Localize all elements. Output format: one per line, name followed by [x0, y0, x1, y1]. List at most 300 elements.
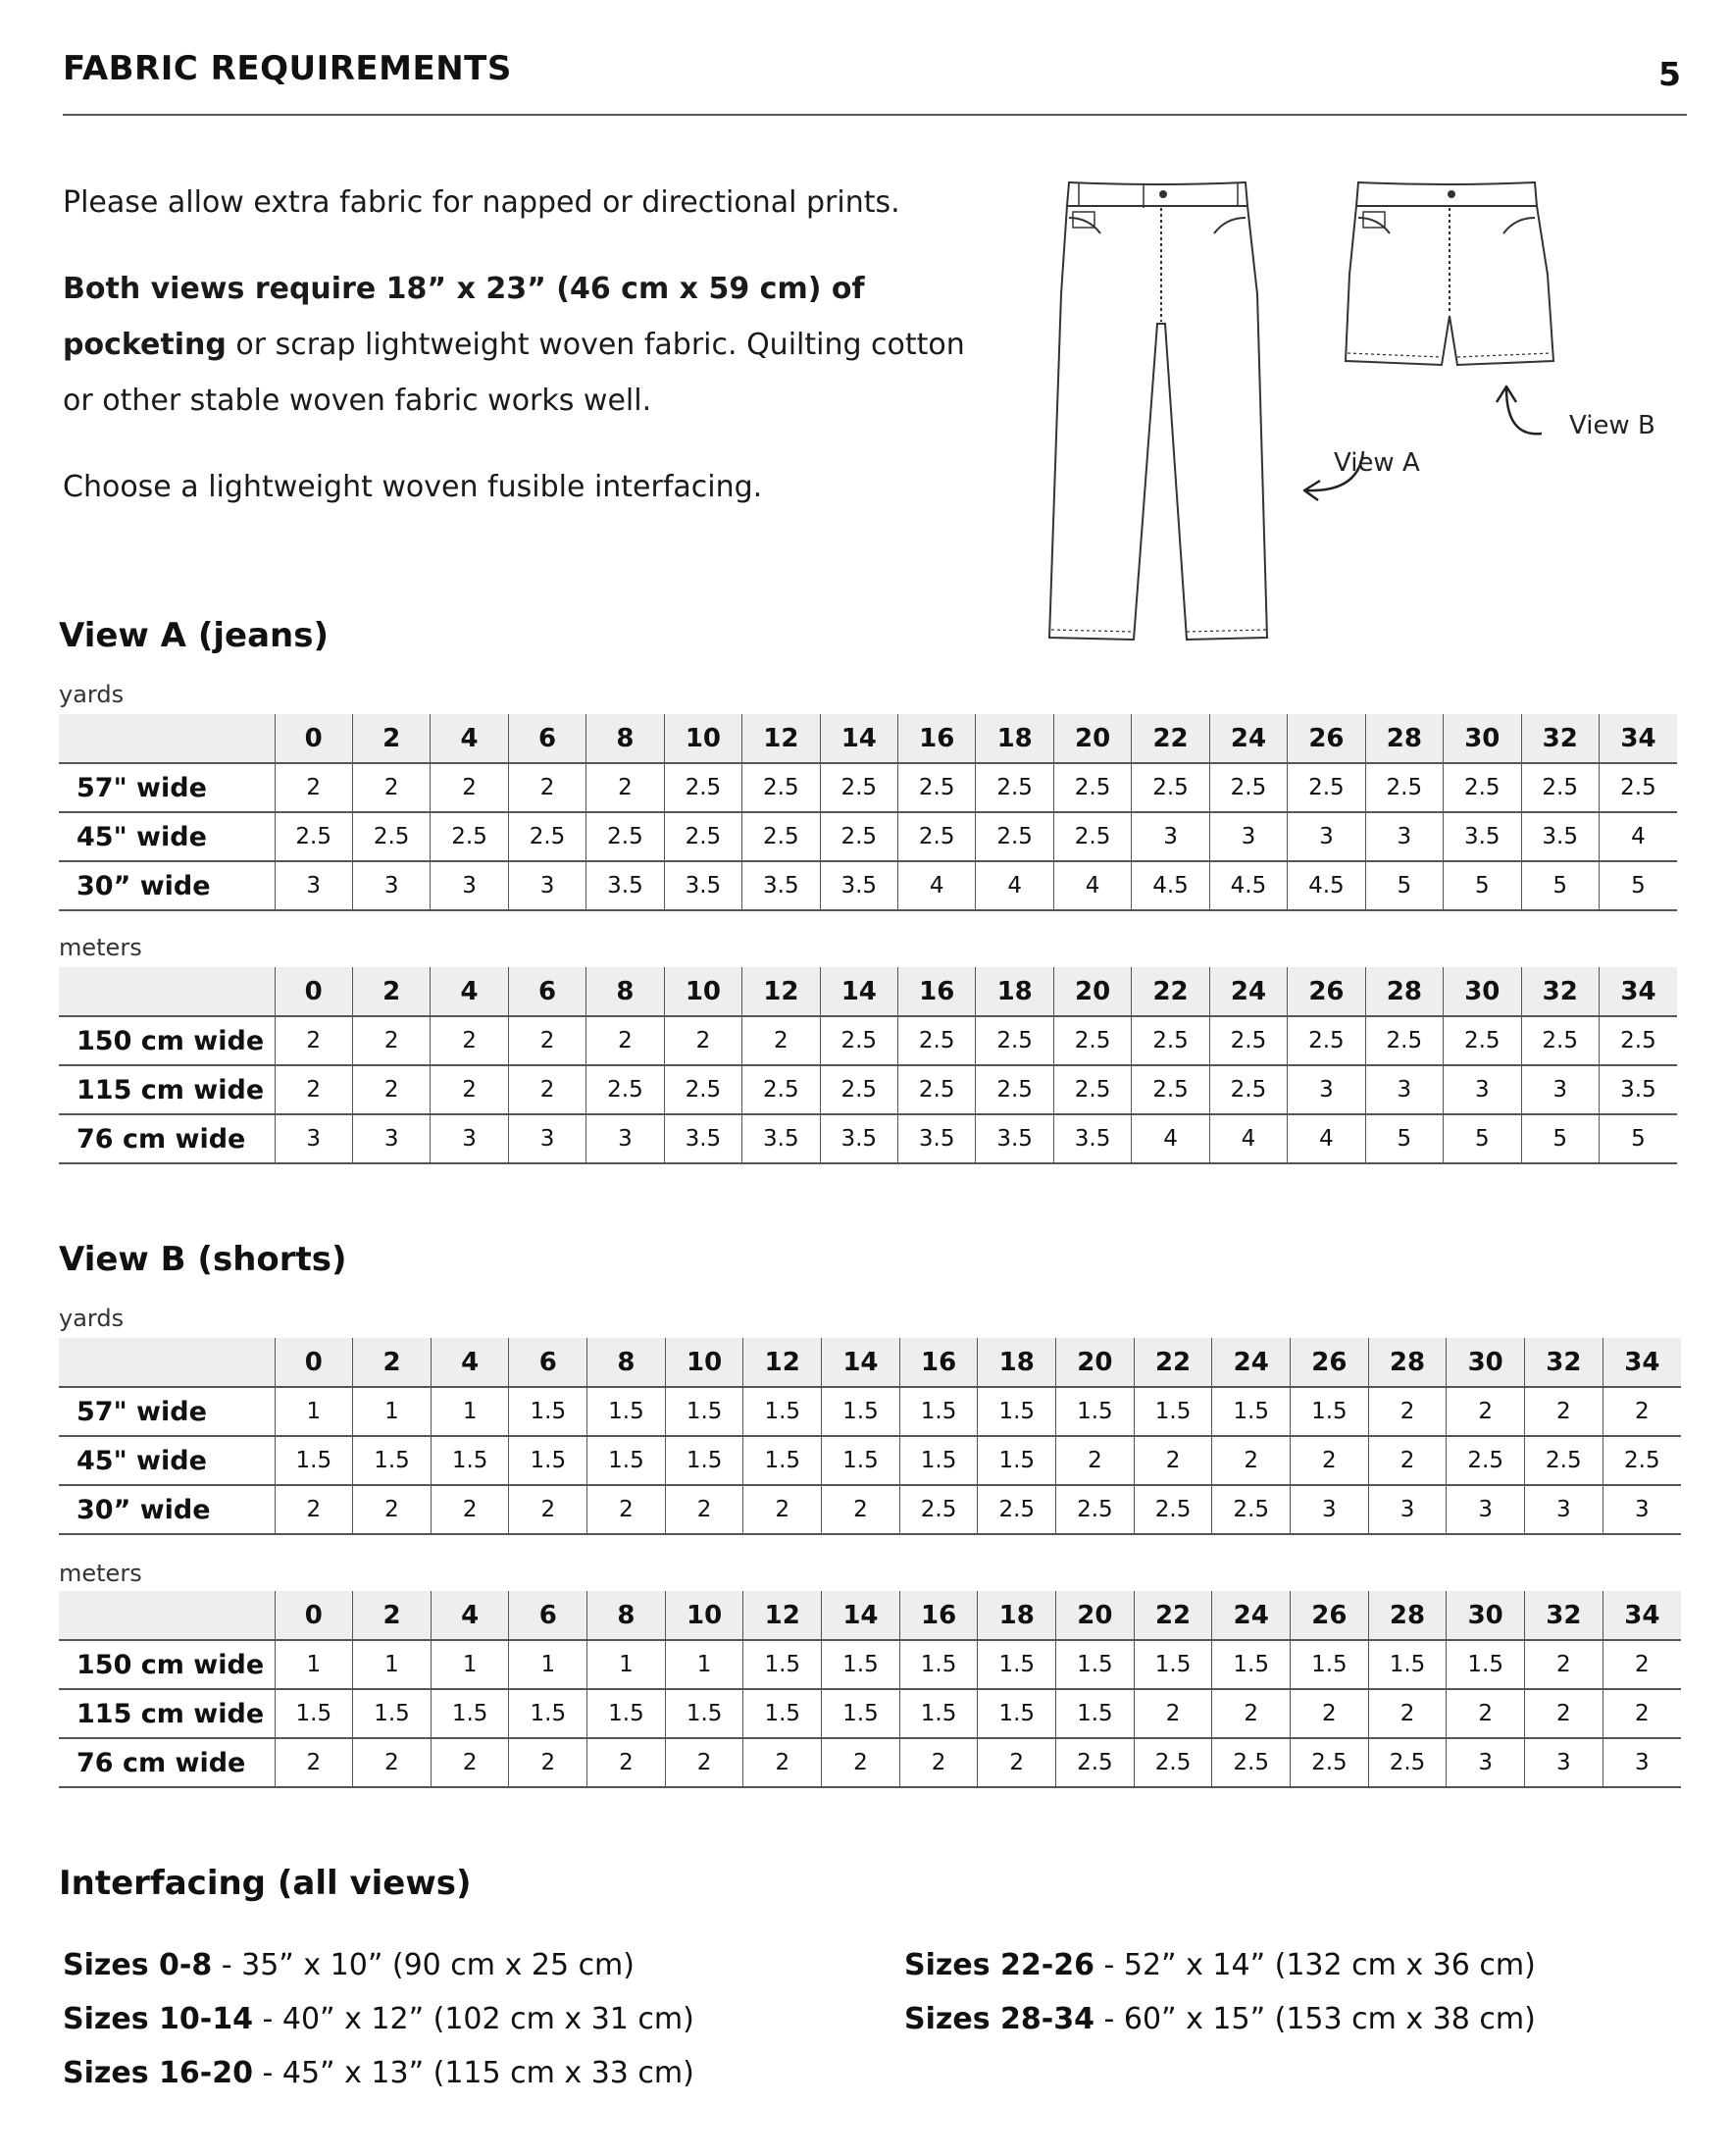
yardage-cell: 2: [508, 1065, 585, 1114]
yardage-cell: 2: [1212, 1436, 1291, 1485]
yardage-cell: 2: [587, 1485, 666, 1534]
yardage-cell: 2: [353, 1485, 432, 1534]
yardage-cell: 3.5: [742, 1114, 820, 1163]
yardage-cell: 2.5: [976, 763, 1053, 812]
yardage-cell: 4: [898, 861, 976, 910]
yardage-cell: 4: [1599, 812, 1677, 861]
yardage-cell: 3: [1447, 1485, 1525, 1534]
yardage-cell: 3.5: [820, 861, 897, 910]
yardage-cell: 2: [431, 1065, 508, 1114]
yardage-cell: 2.5: [742, 812, 820, 861]
yardage-cell: 1.5: [665, 1387, 743, 1436]
yardage-cell: 2.5: [1212, 1738, 1291, 1787]
table-row: [59, 1387, 1681, 1436]
yardage-cell: 2: [1603, 1640, 1681, 1689]
size-header-cell: 4: [431, 1338, 509, 1387]
yardage-cell: 5: [1599, 861, 1677, 910]
yardage-cell: 1.5: [1212, 1387, 1291, 1436]
size-header-cell: 24: [1209, 967, 1287, 1016]
size-header-cell: 18: [976, 967, 1053, 1016]
size-header-cell: 34: [1603, 1338, 1681, 1387]
size-header-cell: 4: [431, 714, 508, 763]
yardage-cell: 2: [1447, 1387, 1525, 1436]
yardage-cell: 1.5: [1368, 1640, 1447, 1689]
interfacing-item: [63, 1938, 694, 1992]
size-header-cell: 8: [587, 1591, 666, 1640]
yardage-cell: 2: [275, 1485, 353, 1534]
yardage-cell: 2.5: [1521, 763, 1599, 812]
yardage-cell: 1.5: [353, 1689, 432, 1738]
size-header-cell: 10: [664, 714, 741, 763]
yardage-cell: 2.5: [1053, 812, 1131, 861]
yardage-cell: 2.5: [820, 1016, 897, 1065]
size-header-cell: 28: [1368, 1338, 1447, 1387]
yardage-cell: 1.5: [509, 1689, 587, 1738]
yardage-cell: 2: [431, 763, 508, 812]
yardage-cell: 2.5: [1209, 1016, 1287, 1065]
fabric-width-label: 45" wide: [59, 812, 275, 861]
yardage-cell: 1.5: [509, 1387, 587, 1436]
yardage-cell: 2.5: [1288, 1016, 1365, 1065]
yardage-cell: 3: [275, 861, 352, 910]
yardage-cell: 2.5: [742, 1065, 820, 1114]
fabric-width-label: 57" wide: [59, 763, 275, 812]
yardage-cell: 2: [586, 763, 664, 812]
size-header-cell: 30: [1444, 967, 1521, 1016]
yardage-cell: 1.5: [587, 1436, 666, 1485]
yardage-cell: 2.5: [1134, 1485, 1212, 1534]
size-header-cell: 16: [899, 1591, 978, 1640]
yardage-cell: 1.5: [509, 1436, 587, 1485]
size-header-row: [59, 1591, 1681, 1640]
yardage-cell: 3: [431, 1114, 508, 1163]
yardage-cell: 3: [1288, 812, 1365, 861]
jeans-drawing: [1049, 182, 1267, 640]
header-corner-cell: [59, 1338, 275, 1387]
yardage-cell: 1: [431, 1640, 509, 1689]
shorts-drawing: [1346, 182, 1553, 365]
yardage-cell: 3: [1365, 812, 1443, 861]
yardage-cell: 3: [1525, 1485, 1603, 1534]
yardage-cell: 1.5: [1056, 1640, 1135, 1689]
yardage-cell: 3: [1132, 812, 1209, 861]
size-header-cell: 10: [665, 1591, 743, 1640]
yardage-cell: 2.5: [1368, 1738, 1447, 1787]
size-header-cell: 26: [1288, 714, 1365, 763]
yardage-cell: 3.5: [1444, 812, 1521, 861]
yardage-cell: 1.5: [822, 1436, 900, 1485]
interfacing-list-left: [63, 1938, 694, 2100]
yardage-cell: 2.5: [1365, 763, 1443, 812]
size-header-row: [59, 967, 1677, 1016]
yardage-cell: 1.5: [1212, 1640, 1291, 1689]
yardage-cell: 2.5: [898, 1065, 976, 1114]
yardage-cell: 2: [665, 1485, 743, 1534]
size-header-cell: 12: [742, 967, 820, 1016]
size-header-cell: 8: [587, 1338, 666, 1387]
interfacing-sizes: Sizes 10-14: [63, 2002, 253, 2036]
page-title: FABRIC REQUIREMENTS: [63, 49, 512, 88]
size-header-cell: 34: [1599, 967, 1677, 1016]
fabric-width-label: 76 cm wide: [59, 1738, 275, 1787]
yardage-cell: 1.5: [1056, 1387, 1135, 1436]
yardage-cell: 4: [1132, 1114, 1209, 1163]
yardage-cell: 2: [275, 1738, 353, 1787]
size-header-cell: 26: [1291, 1338, 1369, 1387]
intro-text: [63, 175, 1004, 545]
yardage-cell: 2.5: [1525, 1436, 1603, 1485]
yardage-cell: 1.5: [822, 1387, 900, 1436]
yardage-cell: 3.5: [976, 1114, 1053, 1163]
table-row: [59, 1689, 1681, 1738]
size-header-cell: 8: [586, 967, 664, 1016]
fabric-width-label: 115 cm wide: [59, 1065, 275, 1114]
yardage-cell: 1.5: [665, 1436, 743, 1485]
yardage-cell: 1.5: [1056, 1689, 1135, 1738]
yardage-cell: 2.5: [1521, 1016, 1599, 1065]
yardage-cell: 2: [1291, 1689, 1369, 1738]
yardage-cell: 2: [1368, 1387, 1447, 1436]
yardage-cell: 2.5: [978, 1485, 1056, 1534]
size-header-cell: 2: [352, 967, 430, 1016]
yardage-cell: 2: [743, 1738, 822, 1787]
yardage-cell: 1.5: [978, 1436, 1056, 1485]
yardage-cell: 1.5: [275, 1436, 353, 1485]
yardage-cell: 5: [1444, 861, 1521, 910]
fabric-width-label: 30” wide: [59, 861, 275, 910]
yardage-cell: 2: [431, 1485, 509, 1534]
table-row: [59, 1016, 1677, 1065]
yardage-cell: 4.5: [1288, 861, 1365, 910]
yardage-cell: 2.5: [1444, 1016, 1521, 1065]
yardage-cell: 1: [353, 1387, 432, 1436]
yardage-cell: 4: [1288, 1114, 1365, 1163]
table-row: [59, 1436, 1681, 1485]
fabric-width-label: 57" wide: [59, 1387, 275, 1436]
yardage-cell: 2.5: [664, 812, 741, 861]
size-header-cell: 18: [978, 1338, 1056, 1387]
yardage-cell: 3: [508, 1114, 585, 1163]
size-header-cell: 10: [664, 967, 741, 1016]
view-a-yards-label: yards: [59, 681, 125, 708]
yardage-cell: 5: [1521, 1114, 1599, 1163]
yardage-cell: 1.5: [743, 1387, 822, 1436]
yardage-cell: 2.5: [586, 812, 664, 861]
yardage-cell: 2.5: [1209, 763, 1287, 812]
table-row: [59, 1738, 1681, 1787]
size-header-cell: 12: [743, 1338, 822, 1387]
size-header-cell: 32: [1525, 1338, 1603, 1387]
yardage-cell: 2: [1368, 1689, 1447, 1738]
yardage-cell: 1.5: [1291, 1640, 1369, 1689]
yardage-cell: 2.5: [1053, 1016, 1131, 1065]
yardage-cell: 3.5: [1053, 1114, 1131, 1163]
yardage-cell: 4.5: [1132, 861, 1209, 910]
view-b-meters-label: meters: [59, 1560, 142, 1587]
size-header-cell: 6: [509, 1591, 587, 1640]
yardage-cell: 1: [509, 1640, 587, 1689]
yardage-cell: 2: [822, 1485, 900, 1534]
view-b-yards-table: [59, 1338, 1681, 1535]
size-header-cell: 18: [976, 714, 1053, 763]
yardage-cell: 3: [431, 861, 508, 910]
yardage-cell: 2.5: [1134, 1738, 1212, 1787]
size-header-cell: 34: [1603, 1591, 1681, 1640]
size-header-cell: 26: [1288, 967, 1365, 1016]
yardage-cell: 1.5: [1291, 1387, 1369, 1436]
yardage-cell: 2: [509, 1738, 587, 1787]
yardage-cell: 1.5: [743, 1689, 822, 1738]
fabric-width-label: 30” wide: [59, 1485, 275, 1534]
yardage-cell: 1.5: [978, 1387, 1056, 1436]
size-header-cell: 34: [1599, 714, 1677, 763]
size-header-cell: 20: [1056, 1338, 1135, 1387]
yardage-cell: 2.5: [976, 1065, 1053, 1114]
yardage-cell: 3: [586, 1114, 664, 1163]
yardage-cell: 2: [1603, 1387, 1681, 1436]
yardage-cell: 2.5: [275, 812, 352, 861]
size-header-cell: 24: [1212, 1338, 1291, 1387]
table-row: [59, 1640, 1681, 1689]
size-header-cell: 8: [586, 714, 664, 763]
yardage-cell: 3: [352, 861, 430, 910]
yardage-cell: 1.5: [1447, 1640, 1525, 1689]
yardage-cell: 1.5: [587, 1689, 666, 1738]
intro-paragraph-2: [63, 261, 965, 429]
yardage-cell: 1.5: [743, 1640, 822, 1689]
size-header-cell: 0: [275, 1591, 353, 1640]
yardage-cell: 2: [1134, 1436, 1212, 1485]
size-header-cell: 32: [1525, 1591, 1603, 1640]
size-header-cell: 16: [899, 1338, 978, 1387]
yardage-cell: 2.5: [1212, 1485, 1291, 1534]
header-corner-cell: [59, 714, 275, 763]
yardage-cell: 1: [431, 1387, 509, 1436]
yardage-cell: 2: [1291, 1436, 1369, 1485]
size-header-cell: 30: [1444, 714, 1521, 763]
interfacing-list-right: [904, 1938, 1536, 2046]
size-header-cell: 22: [1132, 967, 1209, 1016]
yardage-cell: 2: [664, 1016, 741, 1065]
size-header-cell: 20: [1053, 714, 1131, 763]
size-header-cell: 14: [822, 1591, 900, 1640]
view-a-title: View A (jeans): [59, 616, 330, 655]
yardage-cell: 1.5: [822, 1640, 900, 1689]
yardage-cell: 1.5: [899, 1387, 978, 1436]
table-row: [59, 1485, 1681, 1534]
yardage-cell: 5: [1444, 1114, 1521, 1163]
yardage-cell: 3: [1525, 1738, 1603, 1787]
size-header-cell: 24: [1209, 714, 1287, 763]
yardage-cell: 1.5: [899, 1689, 978, 1738]
interfacing-item: [904, 1938, 1536, 1992]
table-row: [59, 763, 1677, 812]
yardage-cell: 3: [1288, 1065, 1365, 1114]
yardage-cell: 3: [1521, 1065, 1599, 1114]
size-header-cell: 14: [820, 967, 897, 1016]
yardage-cell: 1: [275, 1387, 353, 1436]
yardage-cell: 2.5: [820, 1065, 897, 1114]
garment-illustration: [1040, 157, 1687, 657]
yardage-cell: 2: [275, 763, 352, 812]
size-header-cell: 28: [1365, 714, 1443, 763]
size-header-cell: 6: [508, 967, 585, 1016]
yardage-cell: 2: [352, 1016, 430, 1065]
yardage-cell: 2: [665, 1738, 743, 1787]
yardage-cell: 2.5: [1209, 1065, 1287, 1114]
yardage-cell: 2.5: [1365, 1016, 1443, 1065]
yardage-cell: 2.5: [1599, 1016, 1677, 1065]
fabric-width-label: 150 cm wide: [59, 1016, 275, 1065]
yardage-cell: 2: [1525, 1387, 1603, 1436]
size-header-cell: 0: [275, 967, 352, 1016]
yardage-cell: 1.5: [1134, 1640, 1212, 1689]
yardage-cell: 2.5: [1603, 1436, 1681, 1485]
size-header-cell: 28: [1365, 967, 1443, 1016]
size-header-cell: 32: [1521, 714, 1599, 763]
interfacing-amount: - 60” x 15” (153 cm x 38 cm): [1094, 2002, 1536, 2036]
yardage-cell: 2.5: [1444, 763, 1521, 812]
table-row: [59, 861, 1677, 910]
interfacing-item: [904, 1992, 1536, 2046]
interfacing-title: Interfacing (all views): [59, 1864, 472, 1903]
header-corner-cell: [59, 967, 275, 1016]
yardage-cell: 3: [1603, 1738, 1681, 1787]
yardage-cell: 2.5: [586, 1065, 664, 1114]
fabric-width-label: 76 cm wide: [59, 1114, 275, 1163]
yardage-cell: 2.5: [1288, 763, 1365, 812]
yardage-cell: 2: [1447, 1689, 1525, 1738]
yardage-cell: 2: [275, 1016, 352, 1065]
yardage-cell: 2: [352, 1065, 430, 1114]
view-a-meters-table: [59, 967, 1677, 1164]
yardage-cell: 1.5: [978, 1689, 1056, 1738]
size-header-cell: 0: [275, 714, 352, 763]
yardage-cell: 1: [665, 1640, 743, 1689]
fabric-width-label: 115 cm wide: [59, 1689, 275, 1738]
size-header-cell: 2: [353, 1591, 432, 1640]
yardage-cell: 2: [1368, 1436, 1447, 1485]
yardage-cell: 3: [1209, 812, 1287, 861]
yardage-cell: 1.5: [431, 1689, 509, 1738]
size-header-cell: 12: [742, 714, 820, 763]
size-header-cell: 2: [352, 714, 430, 763]
yardage-cell: 1.5: [743, 1436, 822, 1485]
size-header-cell: 6: [509, 1338, 587, 1387]
yardage-cell: 2: [822, 1738, 900, 1787]
yardage-cell: 2: [587, 1738, 666, 1787]
yardage-cell: 2: [508, 763, 585, 812]
yardage-cell: 1.5: [353, 1436, 432, 1485]
fabric-width-label: 150 cm wide: [59, 1640, 275, 1689]
yardage-cell: 1.5: [1134, 1387, 1212, 1436]
size-header-cell: 30: [1447, 1338, 1525, 1387]
yardage-cell: 2.5: [1447, 1436, 1525, 1485]
yardage-cell: 2: [275, 1065, 352, 1114]
size-header-row: [59, 714, 1677, 763]
view-a-yards-table: [59, 714, 1677, 911]
yardage-cell: 2.5: [820, 763, 897, 812]
header-corner-cell: [59, 1591, 275, 1640]
size-header-row: [59, 1338, 1681, 1387]
yardage-cell: 1.5: [665, 1689, 743, 1738]
interfacing-sizes: Sizes 0-8: [63, 1948, 213, 1982]
yardage-cell: 2.5: [1132, 763, 1209, 812]
yardage-cell: 2.5: [352, 812, 430, 861]
header-divider: [63, 114, 1687, 116]
size-header-cell: 24: [1212, 1591, 1291, 1640]
size-header-cell: 10: [665, 1338, 743, 1387]
yardage-cell: 3.5: [898, 1114, 976, 1163]
table-row: [59, 1065, 1677, 1114]
yardage-cell: 3: [1368, 1485, 1447, 1534]
yardage-cell: 2: [431, 1016, 508, 1065]
yardage-cell: 3.5: [1599, 1065, 1677, 1114]
yardage-cell: 2.5: [898, 1016, 976, 1065]
interfacing-amount: - 35” x 10” (90 cm x 25 cm): [212, 1948, 635, 1982]
yardage-cell: 3.5: [820, 1114, 897, 1163]
yardage-cell: 3.5: [664, 861, 741, 910]
view-b-label: View B: [1569, 411, 1655, 440]
yardage-cell: 2: [1525, 1640, 1603, 1689]
interfacing-amount: - 52” x 14” (132 cm x 36 cm): [1094, 1948, 1536, 1982]
size-header-cell: 22: [1134, 1338, 1212, 1387]
yardage-cell: 3.5: [664, 1114, 741, 1163]
yardage-cell: 2.5: [898, 763, 976, 812]
size-header-cell: 20: [1056, 1591, 1135, 1640]
yardage-cell: 4: [976, 861, 1053, 910]
size-header-cell: 18: [978, 1591, 1056, 1640]
size-header-cell: 16: [898, 967, 976, 1016]
yardage-cell: 1: [275, 1640, 353, 1689]
table-row: [59, 812, 1677, 861]
yardage-cell: 2: [509, 1485, 587, 1534]
yardage-cell: 2: [1212, 1689, 1291, 1738]
yardage-cell: 4.5: [1209, 861, 1287, 910]
size-header-cell: 30: [1447, 1591, 1525, 1640]
view-a-label: View A: [1334, 448, 1420, 478]
yardage-cell: 2.5: [1599, 763, 1677, 812]
size-header-cell: 6: [508, 714, 585, 763]
interfacing-amount: - 40” x 12” (102 cm x 31 cm): [252, 2002, 694, 2036]
size-header-cell: 0: [275, 1338, 353, 1387]
yardage-cell: 1.5: [899, 1436, 978, 1485]
size-header-cell: 22: [1134, 1591, 1212, 1640]
size-header-cell: 2: [353, 1338, 432, 1387]
yardage-cell: 2: [742, 1016, 820, 1065]
view-b-meters-table: [59, 1591, 1681, 1788]
size-header-cell: 22: [1132, 714, 1209, 763]
yardage-cell: 2: [743, 1485, 822, 1534]
yardage-cell: 2.5: [1056, 1485, 1135, 1534]
yardage-cell: 2: [586, 1016, 664, 1065]
pocketing-requirement: Both views require 18” x 23” (46 cm x 59 cm) of pocketing: [63, 272, 865, 362]
yardage-cell: 2.5: [742, 763, 820, 812]
size-header-cell: 28: [1368, 1591, 1447, 1640]
yardage-cell: 2: [431, 1738, 509, 1787]
yardage-cell: 2.5: [1056, 1738, 1135, 1787]
yardage-cell: 3: [275, 1114, 352, 1163]
size-header-cell: 14: [822, 1338, 900, 1387]
yardage-cell: 2.5: [976, 1016, 1053, 1065]
yardage-cell: 5: [1365, 1114, 1443, 1163]
yardage-cell: 2.5: [1053, 763, 1131, 812]
interfacing-sizes: Sizes 16-20: [63, 2056, 253, 2090]
pocketing-note: or scrap lightweight woven fabric. Quilting cotton or other stable woven fabric works well.: [63, 328, 965, 418]
size-header-cell: 20: [1053, 967, 1131, 1016]
yardage-cell: 1.5: [587, 1387, 666, 1436]
interfacing-sizes: Sizes 22-26: [904, 1948, 1094, 1982]
